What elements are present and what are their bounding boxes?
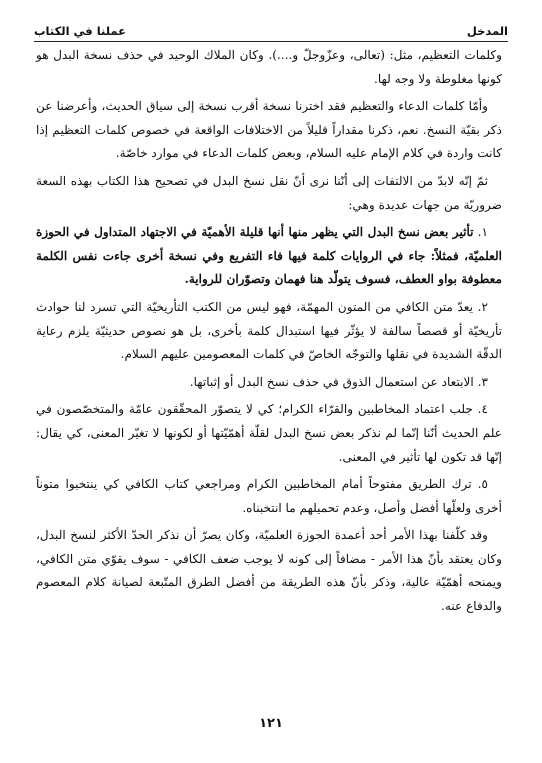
list-item-text: الابتعاد عن استعمال الذوق في حذف نسخ البدل أو إثباتها. xyxy=(189,374,474,389)
paragraph-text: ثمّ إنّه لابدّ من الالتفات إلى أنّنا نرى أنّ نقل نسخ البدل في تصحيح هذا الكتاب بهذه السعة ضروريّة من جهات عديدة وهي: xyxy=(36,173,502,212)
paragraph-text: وأمّا كلمات الدعاء والتعظيم فقد اخترنا نسخة أقرب نسخة إلى سياق الحديث، وأعرضنا عن ذكر بقيّة النسخ. نعم، ذكرنا مقداراً قليلاً من الاختلافات الواقعة في خصوص كلمات التعظيم إذا كانت واردة في كلام الإمام عليه السلام، وبعض كلمات الدعاء في موارد خاصّة. xyxy=(36,99,502,161)
list-item-1 xyxy=(36,221,502,292)
list-item-5 xyxy=(36,473,502,520)
paragraph-text: وقد كلّفنا بهذا الأمر أحد أعمدة الحوزة العلميّة، وكان يصرّ أن نذكر الحدّ الأكثر لنسخ البدل، وكان يعتقد بأنّ هذا الأمر - مضافاً إلى كونه لا يوجب ضعف الكافي - سوف يقوّي متن الكافي، ويمنحه أهمّيّة عالية، وذكر بأنّ هذه الطريقة من أفضل الطرق المتّبعة لصيانة كلام المعصوم والدفاع عنه. xyxy=(36,528,502,614)
paragraph-1 xyxy=(36,44,502,91)
list-item-3 xyxy=(36,371,502,395)
paragraph-closing xyxy=(36,524,502,618)
list-item-number: ١. xyxy=(477,225,488,240)
paragraph-2 xyxy=(36,95,502,166)
paragraph-text: وكلمات التعظيم، مثل: (تعالى، وعزّوجلّ و....). وكان الملاك الوحيد في حذف نسخة البدل هو كونها مغلوطة ولا وجه لها. xyxy=(36,48,502,86)
page-body xyxy=(36,44,502,619)
paragraph-3 xyxy=(36,170,502,217)
list-item-4 xyxy=(36,398,502,469)
running-header xyxy=(34,16,508,42)
list-item-text: جلب اعتماد المخاطبين والقرّاء الكرام؛ كي لا يتصوّر المحقّقون عامّة والمتخصّصون في علم الحديث أنّنا إنّما لم نذكر بعض نسخ البدل لقلّة أهمّيّتها أو لكونها لا تغيّر المعنى، كي يقال: إنّها قد تكون لها تأثير في المعنى. xyxy=(36,402,502,464)
list-item-text: يعدّ متن الكافي من المتون المهمّة، فهو ليس من الكتب التأريخيّة التي تسرد لنا حوادث تأريخيّة أو قصصاً سالفة لا يؤثّر فيها استبدال كلمة بأخرى، بل هو نصوص حديثيّة يلزم رعاية الدقّة الشديدة في نقلها والتوجّه الخاصّ في كلمات المعصومين عليهم السلام. xyxy=(36,299,502,362)
list-item-2 xyxy=(36,296,502,367)
list-item-number: ٣. xyxy=(477,374,488,389)
header-chapter-title: عملنا في الكتاب xyxy=(34,24,126,38)
list-item-number: ٤. xyxy=(477,402,488,417)
page-number: ١٢١ xyxy=(259,716,283,731)
list-item-number: ٢. xyxy=(477,299,488,314)
list-item-number: ٥. xyxy=(477,477,488,492)
list-item-text: ترك الطريق مفتوحاً أمام المخاطبين الكرام ومراجعي كتاب الكافي كي ينتخبوا متوناً أخرى ولعلّها أفضل وأصل، وعدم تحميلهم ما انتخبناه. xyxy=(36,477,502,515)
header-section-title: المدخل xyxy=(466,24,508,38)
list-item-lead: تأثير بعض نسخ البدل التي يظهر منها أنها قليلة الأهميّة في الاجتهاد المتداول في الحوزة العلميّة، فمثلاً: جاء في الروايات كلمة فيها فاء التفريع وفي نسخة أخرى جاءت نفس الكلمة معطوفة بواو العطف، فسوف يتولّد هنا فهمان وتصوّران للرواية. xyxy=(36,225,502,287)
